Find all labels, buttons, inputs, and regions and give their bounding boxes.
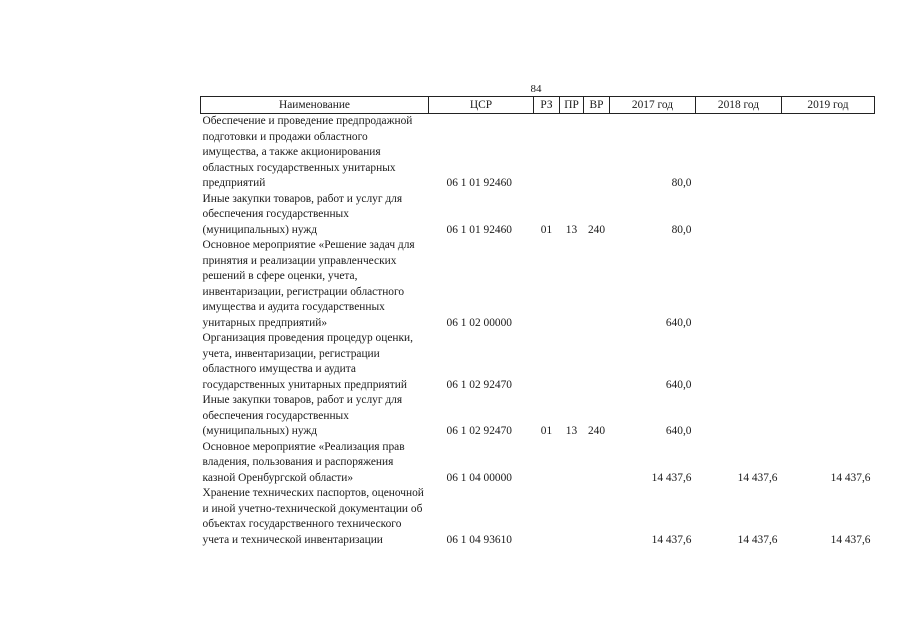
row-vr (584, 440, 610, 487)
row-pr (560, 114, 584, 192)
row-csr: 06 1 04 00000 (446, 471, 512, 484)
header-vr: ВР (584, 97, 610, 114)
row-2018 (696, 114, 782, 192)
row-rz (534, 331, 560, 393)
row-rz (534, 440, 560, 487)
row-2019: 14 437,6 (830, 533, 871, 546)
row-2019 (782, 192, 875, 239)
row-2018: 14 437,6 (737, 533, 778, 546)
row-pr (560, 440, 584, 487)
header-csr: ЦСР (429, 97, 534, 114)
row-name: Иные закупки товаров, работ и услуг для обеспечения государственных (муниципальных) нужд (202, 192, 403, 236)
row-pr: 13 (565, 223, 578, 236)
row-2019: 14 437,6 (830, 471, 871, 484)
row-csr: 06 1 01 92460 (446, 223, 512, 236)
row-pr: 13 (565, 425, 578, 437)
row-vr: 240 (587, 425, 606, 437)
row-name: Хранение технических паспортов, оценочной и иной учетно-технической документации об объектах государственного технического учета и технической инвентаризации (202, 487, 424, 546)
table-header-row (201, 97, 875, 114)
row-vr (584, 486, 610, 548)
row-2017: 640,0 (665, 316, 692, 329)
row-csr: 06 1 01 92460 (446, 177, 512, 189)
row-rz (534, 238, 560, 331)
row-name: Основное мероприятие «Реализация прав владения, пользования и распоряжения казной Оренбургской области» (202, 440, 405, 484)
row-csr: 06 1 04 93610 (446, 533, 512, 546)
row-2017: 640,0 (665, 425, 692, 437)
row-csr: 06 1 02 92470 (446, 378, 512, 391)
row-name: Основное мероприятие «Решение задач для принятия и реализации управленческих решений в сфере оценки, учета, инвентаризации, регистрации областного имущества и аудита государственных унитарных предприятий» (202, 239, 415, 329)
table-row (201, 440, 875, 487)
row-2018: 14 437,6 (737, 471, 778, 484)
table-row (201, 331, 875, 393)
row-csr: 06 1 02 00000 (446, 316, 512, 329)
row-2019 (782, 238, 875, 331)
header-2018: 2018 год (696, 97, 782, 114)
row-pr (560, 331, 584, 393)
header-2017: 2017 год (610, 97, 696, 114)
row-vr (584, 331, 610, 393)
row-2019 (782, 393, 875, 440)
table-row (201, 238, 875, 331)
row-csr: 06 1 02 92470 (446, 425, 512, 437)
row-pr (560, 238, 584, 331)
row-rz (534, 486, 560, 548)
row-2017: 80,0 (671, 223, 692, 236)
table-row (201, 393, 875, 440)
table-row (201, 114, 875, 192)
row-2018 (696, 192, 782, 239)
row-2019 (782, 114, 875, 192)
header-rz: РЗ (534, 97, 560, 114)
row-rz: 01 (540, 425, 553, 437)
row-pr (560, 486, 584, 548)
header-2019: 2019 год (782, 97, 875, 114)
table-row (201, 486, 875, 548)
row-2018 (696, 238, 782, 331)
row-2019 (782, 331, 875, 393)
row-name: Организация проведения процедур оценки, учета, инвентаризации, регистрации областного имущества и аудита государственных унитарных предприятий (202, 332, 413, 391)
header-name: Наименование (201, 97, 429, 114)
table-row (201, 192, 875, 239)
row-rz: 01 (540, 223, 553, 236)
page-number: 84 (530, 83, 542, 95)
row-2017: 14 437,6 (651, 533, 692, 546)
row-2017: 80,0 (671, 177, 692, 189)
budget-table (200, 96, 875, 548)
row-name: Иные закупки товаров, работ и услуг для обеспечения государственных (муниципальных) нужд (202, 394, 403, 437)
row-name: Обеспечение и проведение предпродажной подготовки и продажи областного имущества, а также акционирования областных государственных унитарных предприятий (202, 115, 413, 189)
row-vr: 240 (587, 223, 606, 236)
row-2017: 14 437,6 (651, 471, 692, 484)
row-2018 (696, 331, 782, 393)
row-vr (584, 238, 610, 331)
row-2017: 640,0 (665, 378, 692, 391)
row-2018 (696, 393, 782, 440)
header-pr: ПР (560, 97, 584, 114)
row-rz (534, 114, 560, 192)
row-vr (584, 114, 610, 192)
